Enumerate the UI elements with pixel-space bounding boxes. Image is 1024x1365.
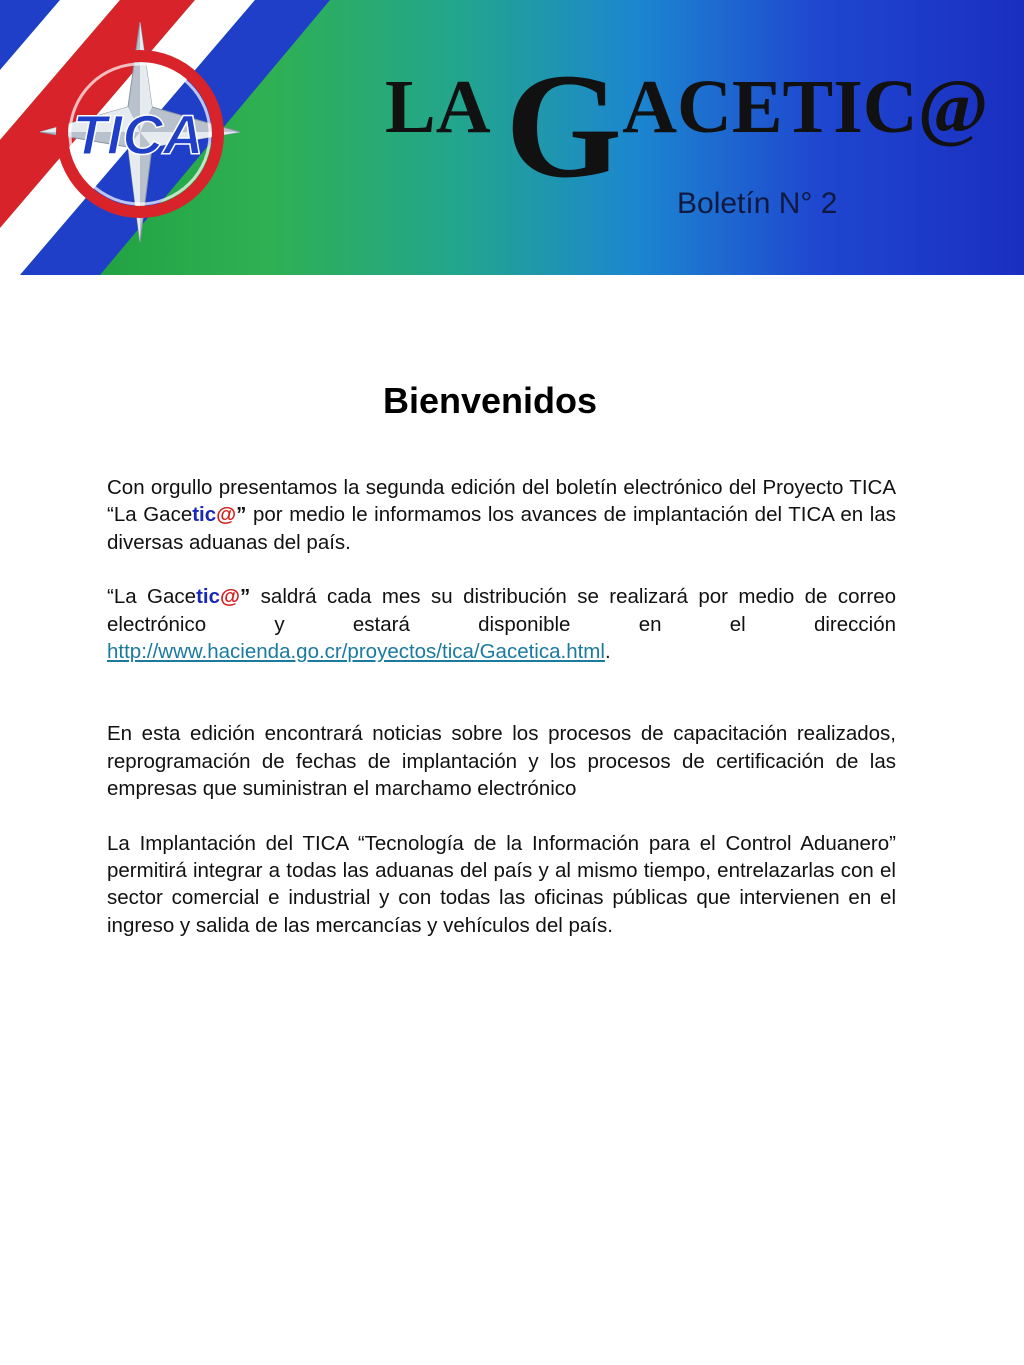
logo-text: TICA: [72, 103, 204, 166]
paragraph-edition: En esta edición encontrará noticias sobre los procesos de capacitación realizados, reprogramación de fechas de implantación y los procesos de certificación de las empresas que suministran el marchamo electrónico: [107, 722, 896, 801]
page-title: Bienvenidos: [382, 380, 598, 422]
gacetica-link[interactable]: http://www.hacienda.go.cr/proyectos/tica/Gacetica.html: [107, 640, 605, 664]
article-body: [107, 474, 896, 939]
paragraph-implantation: La Implantación del TICA “Tecnología de la Información para el Control Aduanero” permitirá integrar a todas las aduanas del país y al mismo tiempo, entrelazarlas con el sector comercial e industrial y con todas las oficinas públicas que intervienen en el ingreso y salida de las mercancías y vehículos del país.: [107, 831, 896, 937]
paragraph-intro: Con orgullo presentamos la segunda edición del boletín electrónico del Proyecto TICA “La Gacetic@” por medio le informamos los avances de implantación del TICA en las diversas aduanas del país.: [107, 476, 896, 554]
paragraph-distribution: “La Gacetic@” saldrá cada mes su distribución se realizará por medio de correo electrónico y estará disponible en el dirección http://www.hacienda.go.cr/proyectos/tica/Gacetica.html.: [107, 585, 896, 664]
masthead-title: LA GACETIC@: [385, 43, 989, 190]
bulletin-number: Boletín N° 2: [677, 187, 838, 220]
masthead: [385, 40, 995, 190]
header-banner: [0, 0, 1024, 275]
tica-logo: [40, 22, 240, 242]
